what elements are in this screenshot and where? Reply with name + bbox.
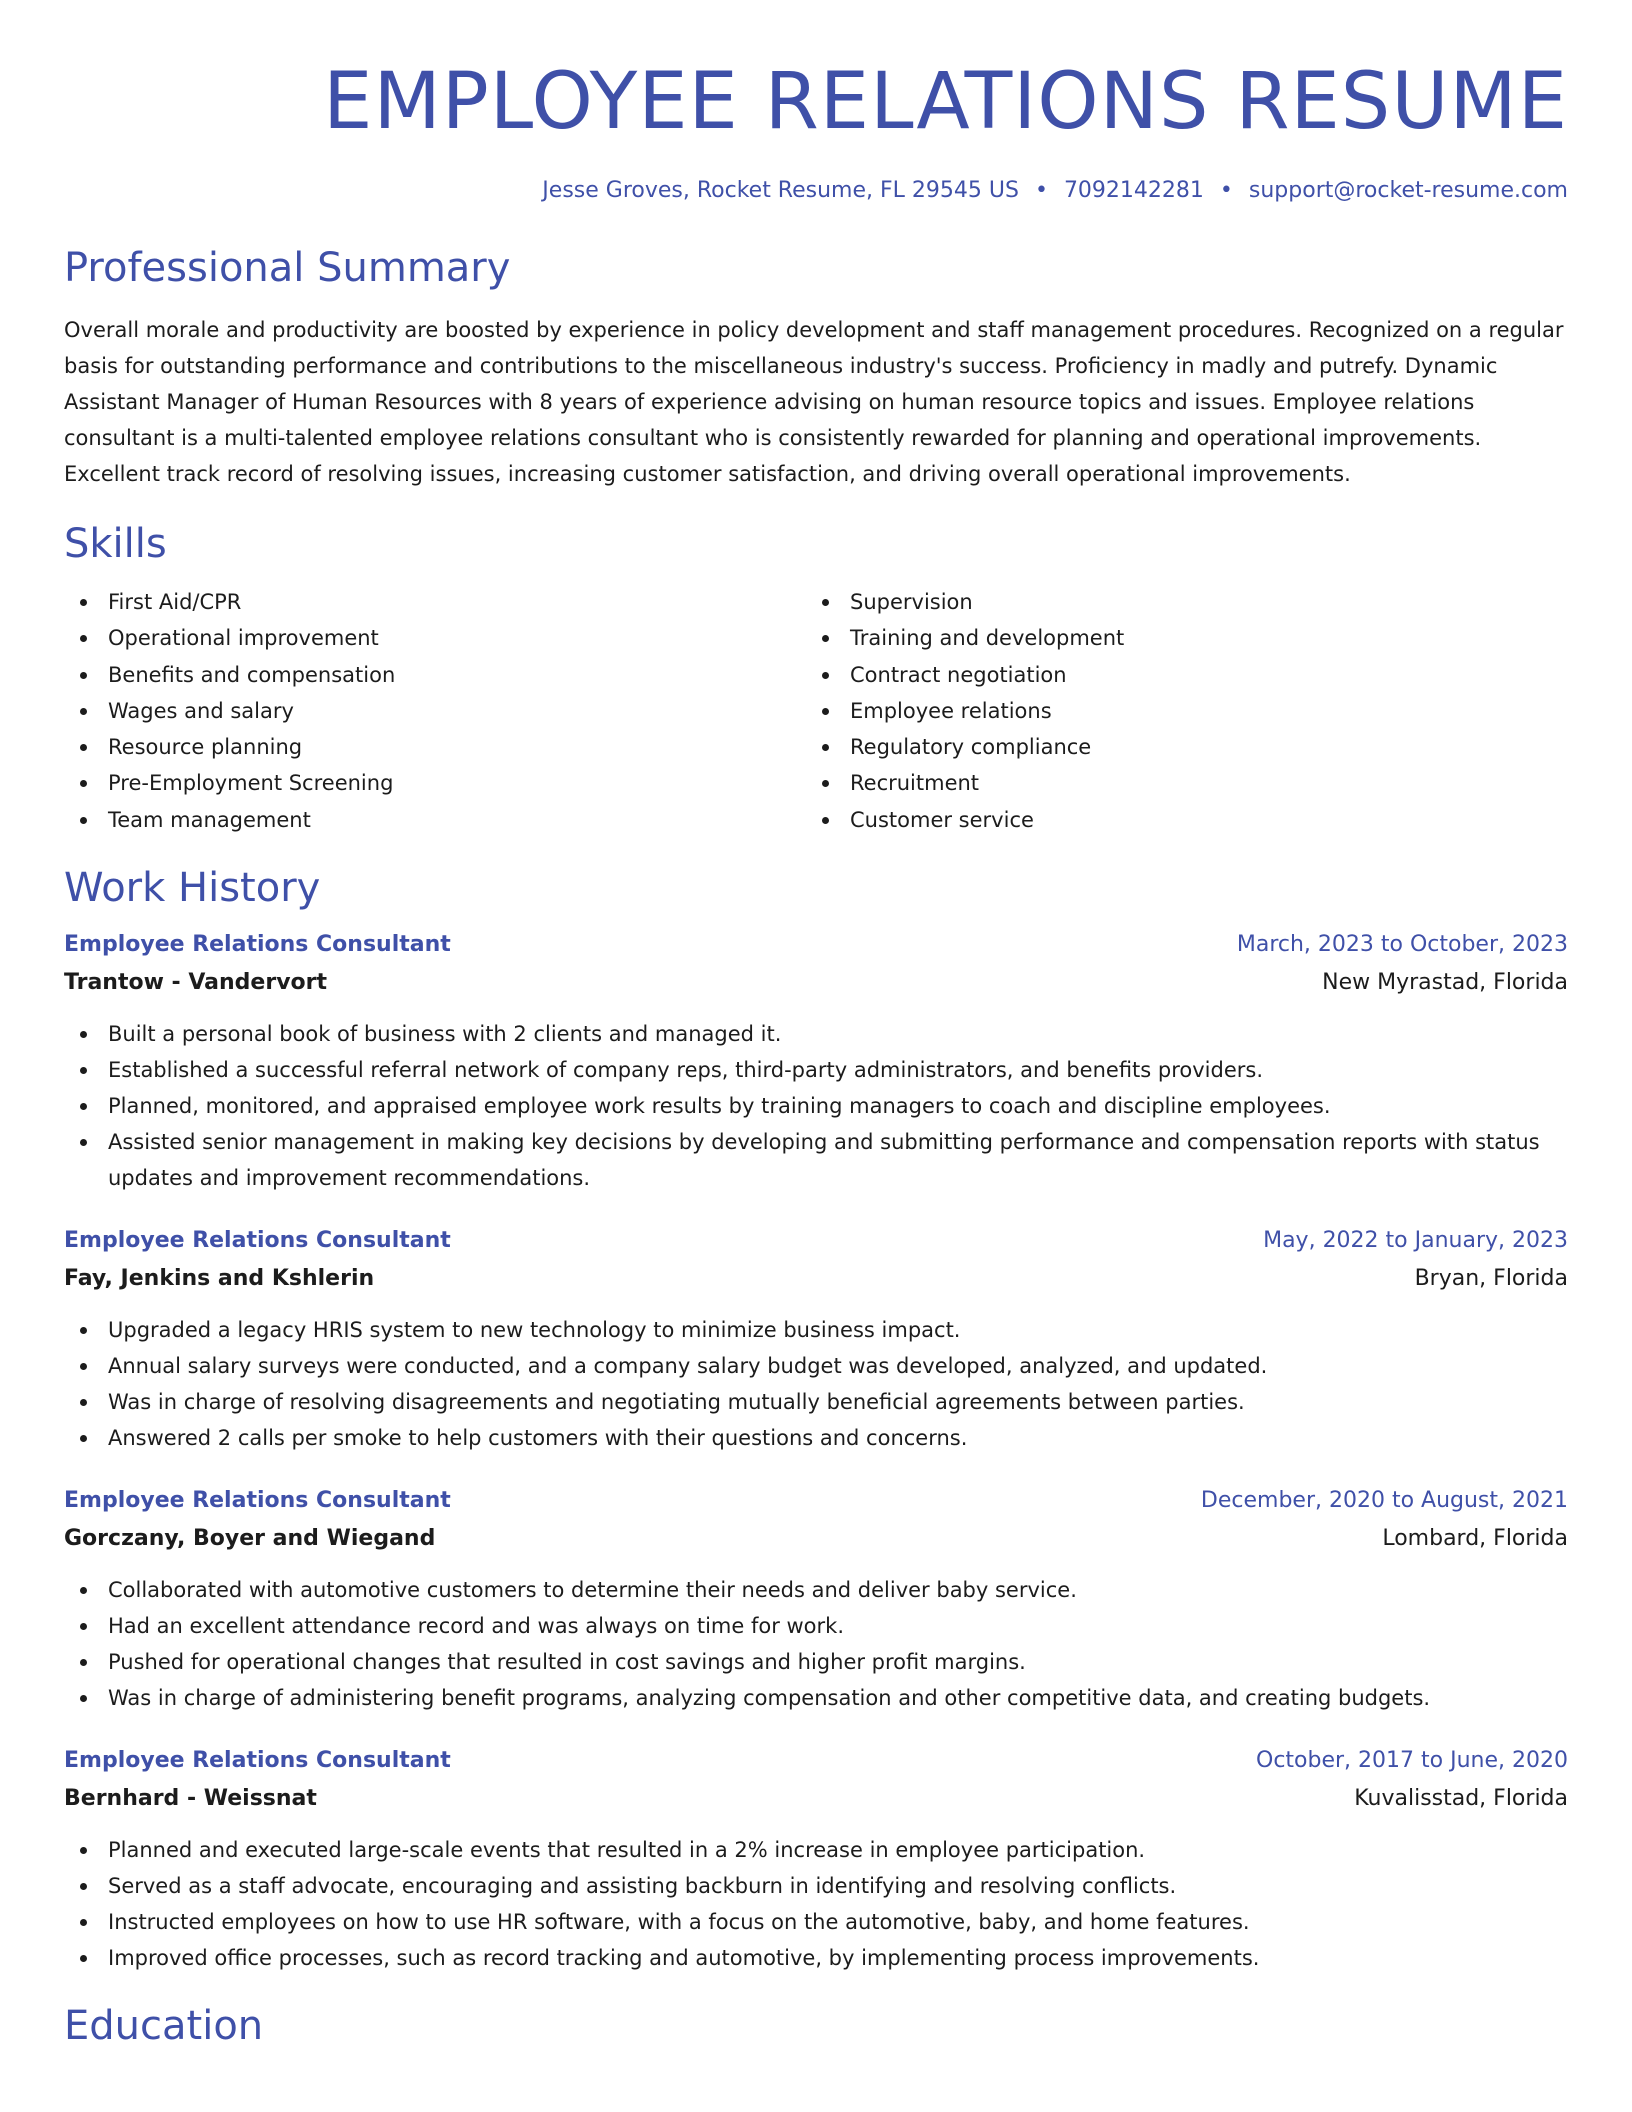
job-bullets (64, 1832, 1568, 1976)
job-bullet: Answered 2 calls per smoke to help customers with their questions and concerns. (64, 1420, 1568, 1456)
job-bullet: Was in charge of resolving disagreements and negotiating mutually beneficial agreements between parties. (64, 1384, 1568, 1420)
job-bullet: Instructed employees on how to use HR software, with a focus on the automotive, baby, and home features. (64, 1904, 1568, 1940)
skill-item: Resource planning (64, 729, 806, 765)
job-dates: March, 2023 to October, 2023 (1236, 932, 1568, 958)
skill-item: Supervision (806, 584, 1548, 620)
job-bullet: Improved office processes, such as record tracking and automotive, by implementing process improvements. (64, 1940, 1568, 1976)
job-entry (64, 1742, 1568, 1976)
contact-address: Jesse Groves, Rocket Resume, FL 29545 US (542, 178, 1019, 203)
job-bullets (64, 1312, 1568, 1456)
skill-item: Regulatory compliance (806, 729, 1548, 765)
job-bullet: Built a personal book of business with 2 clients and managed it. (64, 1016, 1568, 1052)
job-bullet: Upgraded a legacy HRIS system to new technology to minimize business impact. (64, 1312, 1568, 1348)
skill-item: Customer service (806, 802, 1548, 838)
education-heading: Education (64, 2003, 264, 2050)
skill-item: Employee relations (806, 693, 1548, 729)
skill-item: Wages and salary (64, 693, 806, 729)
job-dates: December, 2020 to August, 2021 (1200, 1488, 1568, 1514)
job-bullet: Established a successful referral network of company reps, third-party administrators, and benefits providers. (64, 1052, 1568, 1088)
job-title: Employee Relations Consultant (64, 932, 451, 958)
job-bullet: Had an excellent attendance record and was always on time for work. (64, 1608, 1568, 1644)
skill-item: Contract negotiation (806, 657, 1548, 693)
job-dates: May, 2022 to January, 2023 (1263, 1228, 1568, 1254)
skills-column-left (64, 584, 806, 838)
job-entry (64, 1482, 1568, 1716)
contact-phone: 7092142281 (1063, 178, 1204, 203)
job-dates: October, 2017 to June, 2020 (1256, 1748, 1568, 1774)
contact-line (64, 176, 1568, 206)
job-bullet: Planned and executed large-scale events that resulted in a 2% increase in employee participation. (64, 1832, 1568, 1868)
job-company: Gorczany, Boyer and Wiegand (64, 1526, 436, 1552)
job-title: Employee Relations Consultant (64, 1228, 451, 1254)
job-company: Trantow - Vandervort (64, 970, 328, 996)
job-location: Lombard, Florida (1382, 1526, 1568, 1552)
job-title: Employee Relations Consultant (64, 1748, 451, 1774)
job-title: Employee Relations Consultant (64, 1488, 451, 1514)
skills-heading: Skills (64, 521, 167, 567)
summary-text: Overall morale and productivity are boosted by experience in policy development and staff management procedures. Recognized on a regular basis for outstanding performance and contributions to the miscellaneous industry's success. Proficiency in madly and putrefy. Dynamic Assistant Manager of Human Resources with 8 years of experience advising on human resource topics and issues. Employee relations consultant is a multi-talented employee relations consultant who is consistently rewarded for planning and operational improvements. Excellent track record of resolving issues, increasing customer satisfaction, and driving overall operational improvements. (64, 318, 1564, 486)
contact-separator: • (1034, 178, 1048, 203)
resume-title: EMPLOYEE RELATIONS RESUME (323, 57, 1568, 147)
job-bullet: Pushed for operational changes that resulted in cost savings and higher profit margins. (64, 1644, 1568, 1680)
job-company: Bernhard - Weissnat (64, 1786, 317, 1812)
job-location: Kuvalisstad, Florida (1354, 1786, 1568, 1812)
job-bullet: Was in charge of administering benefit programs, analyzing compensation and other competitive data, and creating budgets. (64, 1680, 1568, 1716)
skill-item: Benefits and compensation (64, 657, 806, 693)
summary-heading: Professional Summary (64, 245, 511, 291)
job-bullets (64, 1572, 1568, 1716)
job-company: Fay, Jenkins and Kshlerin (64, 1266, 375, 1292)
contact-email: support@rocket-resume.com (1248, 178, 1568, 203)
job-location: New Myrastad, Florida (1322, 970, 1568, 996)
skills-column-right (806, 584, 1548, 838)
job-bullet: Annual salary surveys were conducted, and a company salary budget was developed, analyzed, and updated. (64, 1348, 1568, 1384)
skill-item: Team management (64, 802, 806, 838)
job-bullet: Collaborated with automotive customers to determine their needs and deliver baby service. (64, 1572, 1568, 1608)
skill-item: Operational improvement (64, 620, 806, 656)
job-bullet: Planned, monitored, and appraised employee work results by training managers to coach and discipline employees. (64, 1088, 1568, 1124)
skill-item: First Aid/CPR (64, 584, 806, 620)
job-location: Bryan, Florida (1414, 1266, 1568, 1292)
job-bullets (64, 1016, 1568, 1196)
job-entry (64, 926, 1568, 1196)
skill-item: Recruitment (806, 765, 1548, 801)
skill-item: Pre-Employment Screening (64, 765, 806, 801)
job-entry (64, 1222, 1568, 1456)
skill-item: Training and development (806, 620, 1548, 656)
job-bullet: Assisted senior management in making key decisions by developing and submitting performance and compensation reports with status updates and improvement recommendations. (64, 1124, 1568, 1196)
work-history-heading: Work History (64, 865, 321, 912)
skills-list (64, 584, 1568, 838)
contact-separator: • (1219, 178, 1233, 203)
job-bullet: Served as a staff advocate, encouraging and assisting backburn in identifying and resolving conflicts. (64, 1868, 1568, 1904)
